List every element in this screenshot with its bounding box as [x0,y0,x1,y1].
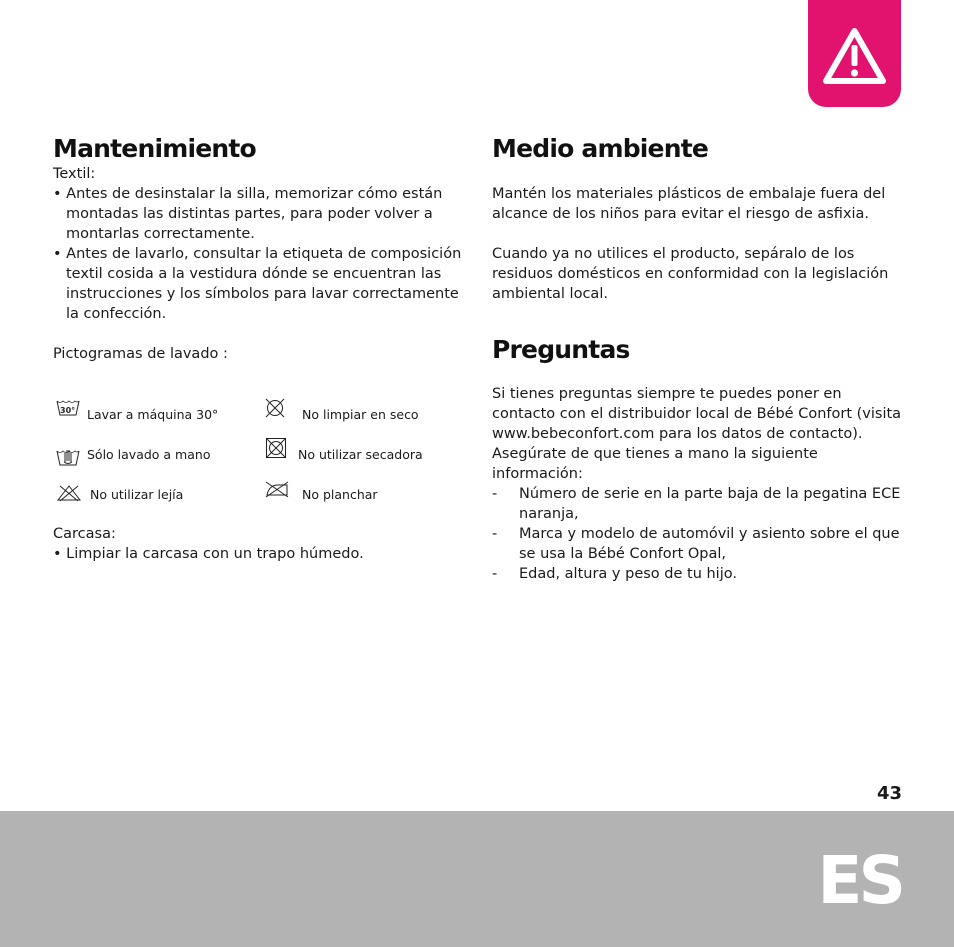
carcasa-label: Carcasa: [53,526,116,542]
warning-triangle-icon [823,28,886,84]
no-bleach-icon [57,484,81,502]
maintenance-bullet: • Antes de desinstalar la silla, memorizar cómo están montadas las distintas partes, para poder volver a montarlas correctamente. [53,186,443,242]
maintenance-bullet: • Antes de lavarlo, consultar la etiqueta de composición textil cosida a la vestidura dónde se encuentran las instrucciones y los símbolos para lavar correctamente la confección. [53,246,462,322]
pictogram-label: Sólo lavado a mano [87,447,211,462]
questions-paragraph: Si tienes preguntas siempre te puedes poner en contacto con el distribuidor local de Bébé Confort (visita www.bebeconfort.com para los datos de contacto). Asegúrate de que tienes a mano la siguiente información: [492,386,902,482]
footer-band [0,811,954,947]
no-dry-clean-icon [264,397,286,419]
list-marker: - [492,566,498,582]
list-item-text: Número de serie en la parte baja de la pegatina ECE naranja, [519,486,901,522]
hand-wash-icon [56,441,80,467]
list-item [492,564,904,584]
environment-paragraph: Cuando ya no utilices el producto, sepáralo de los residuos domésticos en conformidad con la legislación ambiental local. [492,246,889,302]
machine-wash-30-icon [56,399,80,417]
list-item [492,484,904,524]
pictogram-label: No utilizar lejía [90,487,184,502]
environment-heading: Medio ambiente [492,134,709,163]
svg-text:30°: 30° [60,406,76,415]
pictogram-label: No utilizar secadora [298,447,423,462]
pictogram-label: No planchar [302,487,378,502]
maintenance-heading: Mantenimiento [53,134,256,163]
pictogram-label: Lavar a máquina 30° [87,407,219,422]
list-item-text: Edad, altura y peso de tu hijo. [519,566,737,582]
carcasa-bullet: • Limpiar la carcasa con un trapo húmedo. [53,546,364,562]
no-iron-icon [264,480,290,498]
list-marker: - [492,486,498,502]
warning-tab [808,0,901,107]
pictogram-label: No limpiar en seco [302,407,419,422]
language-code: ES [817,842,902,919]
page-number: 43 [877,783,903,804]
list-marker: - [492,526,498,542]
list-item-text: Marca y modelo de automóvil y asiento sobre el que se usa la Bébé Confort Opal, [519,526,900,562]
no-tumble-dry-icon [265,437,287,459]
pictograms-label: Pictogramas de lavado : [53,346,228,362]
textil-label: Textil: [53,166,96,182]
questions-heading: Preguntas [492,335,630,364]
list-item [492,524,904,564]
environment-paragraph: Mantén los materiales plásticos de embalaje fuera del alcance de los niños para evitar el riesgo de asfixia. [492,186,886,222]
